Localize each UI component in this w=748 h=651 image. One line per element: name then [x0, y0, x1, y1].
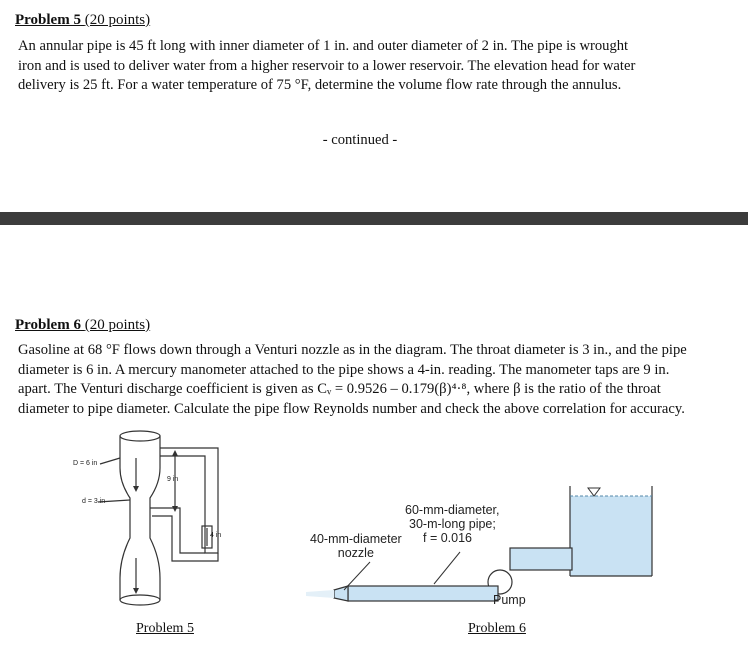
- pipe-right-wall: [150, 436, 160, 600]
- problem5-line: An annular pipe is 45 ft long with inner diameter of 1 in. and outer diameter of 2 in. The pipe is wrought: [18, 38, 629, 54]
- problem6-text: [18, 341, 733, 419]
- problem5-line: iron and is used to deliver water from a higher reservoir to a lower reservoir. The elevation head for water: [18, 57, 636, 74]
- problem6-title: Problem 6: [15, 317, 81, 333]
- nozzle-label-line: nozzle: [337, 546, 374, 560]
- arrowhead-9in-bottom: [172, 506, 178, 512]
- water-jet: [306, 590, 334, 598]
- problem6-points: (20 points): [84, 317, 151, 333]
- venturi-diagram: [60, 428, 240, 613]
- problem5-text: [18, 37, 733, 96]
- problem6-line: Gasoline at 68 °F flows down through a Venturi nozzle as in the diagram. The throat diameter is 3 in., and the pipe: [18, 342, 687, 358]
- manometer-u-bottom: [152, 516, 218, 561]
- label-d: d = 3 in: [82, 498, 106, 505]
- problem6-line: apart. The Venturi discharge coefficient is given as Cᵥ = 0.9526 – 0.179(β)⁴·⁸, where β is the ratio of the throat: [18, 381, 661, 397]
- leader-D: [100, 458, 120, 464]
- nozzle-label: [310, 532, 402, 560]
- problem5-points: (20 points): [84, 12, 151, 28]
- pipe-left-wall: [120, 436, 130, 600]
- free-surface-marker: [588, 488, 600, 496]
- reservoir-water: [570, 496, 652, 576]
- pipe-top-opening: [120, 431, 160, 441]
- problem5-line: delivery is 25 ft. For a water temperature of 75 °F, determine the volume flow rate through the annulus.: [18, 77, 622, 93]
- inlet-pipe: [510, 548, 572, 570]
- pump-label: Pump: [493, 593, 526, 607]
- label-4in: 4 in: [210, 532, 222, 539]
- figure-caption-right: Problem 6: [468, 621, 526, 636]
- manometer-lower-tube: [150, 508, 205, 553]
- main-pipe: [348, 586, 498, 601]
- continued-note: - continued -: [322, 132, 398, 148]
- friction-factor-label: f = 0.016: [423, 531, 472, 545]
- arrowhead-top: [133, 486, 139, 492]
- arrowhead-bottom: [133, 588, 139, 594]
- nozzle-label-line: 40-mm-diameter: [310, 532, 402, 546]
- pipe-bottom-opening: [120, 595, 160, 605]
- problem5-title: Problem 5: [15, 12, 81, 28]
- pipe-label: [405, 503, 499, 545]
- arrowhead-9in-top: [172, 450, 178, 456]
- problem6-heading: [15, 317, 150, 334]
- pipe-label-line: 30-m-long pipe;: [409, 517, 496, 531]
- label-D: D = 6 in: [73, 460, 98, 467]
- figure-caption-left: Problem 5: [136, 621, 194, 636]
- problem6-line: diameter to pipe diameter. Calculate the pipe flow Reynolds number and check the above correlation for accuracy.: [18, 400, 685, 417]
- page-divider: [0, 212, 748, 225]
- leader-pipe: [434, 552, 460, 584]
- pipe-label-line: 60-mm-diameter,: [405, 503, 500, 517]
- label-9in: 9 in: [167, 476, 179, 483]
- problem6-line: diameter is 6 in. A mercury manometer attached to the pipe shows a 4-in. reading. The manometer taps are 9 in.: [18, 361, 670, 378]
- problem5-heading: [15, 12, 150, 29]
